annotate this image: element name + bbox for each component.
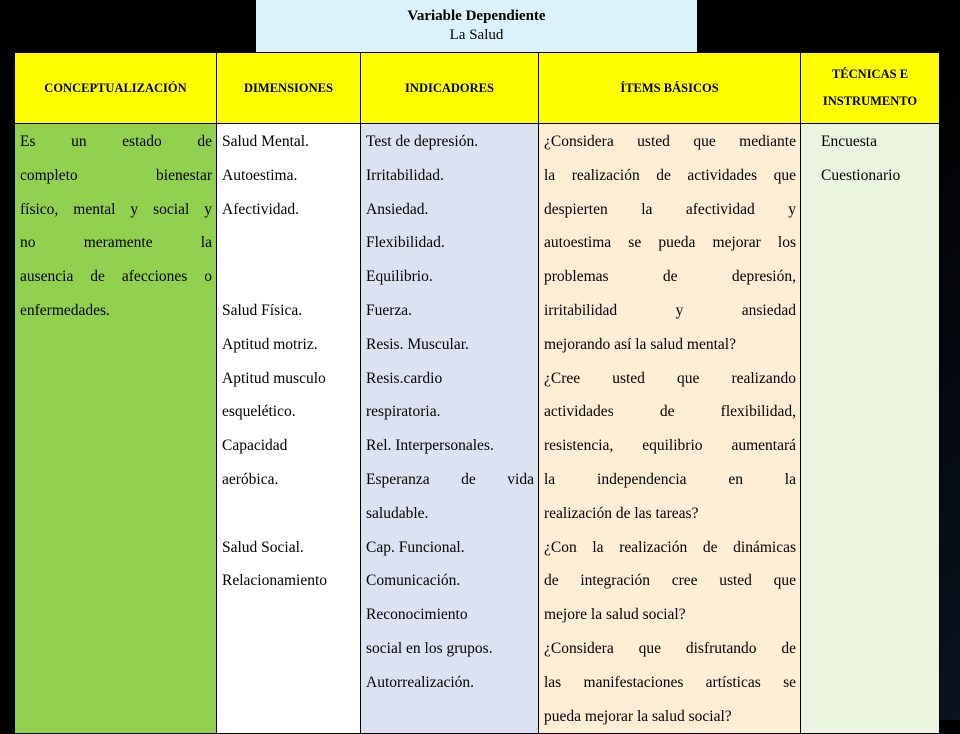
- operationalization-table: [14, 52, 940, 734]
- dimension-gap: [222, 260, 356, 294]
- indicador-item: Cap. Funcional.: [366, 538, 465, 556]
- indicador-item: Autorrealización.: [366, 673, 475, 691]
- indicador-item: Reconocimiento: [366, 606, 468, 624]
- indicador-item: Equilibrio.: [366, 268, 433, 286]
- item-line: de integración cree usted que: [544, 572, 796, 590]
- dimension-item: Aptitud musculo: [222, 369, 326, 387]
- dimension-item: esquelético.: [222, 403, 296, 421]
- items-basicos-cell: [539, 124, 801, 734]
- conceptualizacion-cell: [15, 124, 217, 734]
- variable-subtitle: La Salud: [449, 27, 504, 43]
- dimension-item: aeróbica.: [222, 470, 279, 488]
- item-line: pueda mejorar la salud social?: [544, 707, 732, 725]
- indicador-item: Ansiedad.: [366, 200, 429, 218]
- item-line: realización de las tareas?: [544, 504, 699, 522]
- table-row: [15, 124, 940, 734]
- indicador-item: Resis.cardio: [366, 369, 443, 387]
- dimension-item: Afectividad.: [222, 200, 300, 218]
- variable-title: Variable Dependiente: [407, 8, 546, 24]
- item-line: ¿Considera que disfrutando de: [544, 639, 796, 657]
- dimension-item: Salud Social.: [222, 538, 304, 556]
- dimension-gap: [222, 226, 356, 260]
- dimension-item: Capacidad: [222, 437, 288, 455]
- item-line: ¿Cree usted que realizando: [544, 369, 796, 387]
- indicadores-cell: [361, 124, 539, 734]
- indicador-item: Irritabilidad.: [366, 166, 444, 184]
- indicador-item: Test de depresión.: [366, 133, 479, 150]
- conceptualizacion-line: físico, mental y social y: [20, 200, 212, 218]
- item-line: irritabilidad y ansiedad: [544, 301, 796, 319]
- table-header-row: [15, 53, 940, 124]
- operationalization-table-wrap: [14, 52, 939, 725]
- indicador-item: social en los grupos.: [366, 639, 493, 657]
- indicador-item: saludable.: [366, 504, 429, 522]
- conceptualizacion-line: Es un estado de: [20, 133, 212, 150]
- header-indicadores: INDICADORES: [361, 53, 539, 124]
- tecnica-item: Cuestionario: [821, 166, 901, 184]
- variable-title-box: [256, 0, 697, 52]
- dimension-gap: [222, 497, 356, 531]
- conceptualizacion-line: ausencia de afecciones o: [20, 268, 212, 286]
- dimensiones-cell: [217, 124, 361, 734]
- conceptualizacion-line: enfermedades.: [20, 301, 110, 319]
- indicador-item: respiratoria.: [366, 403, 441, 421]
- dimension-item: Salud Física.: [222, 301, 303, 319]
- item-line: despierten la afectividad y: [544, 200, 796, 218]
- conceptualizacion-line: no meramente la: [20, 234, 212, 252]
- indicador-item: Rel. Interpersonales.: [366, 437, 494, 455]
- item-line: problemas de depresión,: [544, 268, 796, 286]
- indicador-item: Comunicación.: [366, 572, 461, 590]
- item-line: actividades de flexibilidad,: [544, 403, 796, 421]
- header-items-basicos: ÍTEMS BÁSICOS: [539, 53, 801, 124]
- item-line: ¿Con la realización de dinámicas: [544, 538, 796, 556]
- conceptualizacion-line: completo bienestar: [20, 166, 212, 184]
- tecnicas-cell: [801, 124, 940, 734]
- dimension-item: Aptitud motriz.: [222, 335, 318, 353]
- dimension-item: Autoestima.: [222, 166, 298, 184]
- dimension-item: Salud Mental.: [222, 133, 309, 150]
- indicador-item: Resis. Muscular.: [366, 335, 469, 353]
- item-line: la realización de actividades que: [544, 166, 796, 184]
- item-line: la independencia en la: [544, 470, 796, 488]
- header-tecnicas: TÉCNICAS E INSTRUMENTO: [801, 53, 940, 124]
- dimension-item: Relacionamiento: [222, 572, 328, 590]
- indicador-item: Esperanza de vida: [366, 470, 534, 488]
- header-dimensiones: DIMENSIONES: [217, 53, 361, 124]
- tecnica-item: Encuesta: [821, 133, 877, 150]
- item-line: resistencia, equilibrio aumentará: [544, 437, 796, 455]
- item-line: las manifestaciones artísticas se: [544, 673, 796, 691]
- indicador-item: Fuerza.: [366, 301, 413, 319]
- indicador-item: Flexibilidad.: [366, 234, 445, 252]
- item-line: ¿Considera usted que mediante: [544, 133, 796, 150]
- item-line: autoestima se pueda mejorar los: [544, 234, 796, 252]
- header-conceptualizacion: CONCEPTUALIZACIÓN: [15, 53, 217, 124]
- item-line: mejore la salud social?: [544, 606, 686, 624]
- item-line: mejorando así la salud mental?: [544, 335, 736, 353]
